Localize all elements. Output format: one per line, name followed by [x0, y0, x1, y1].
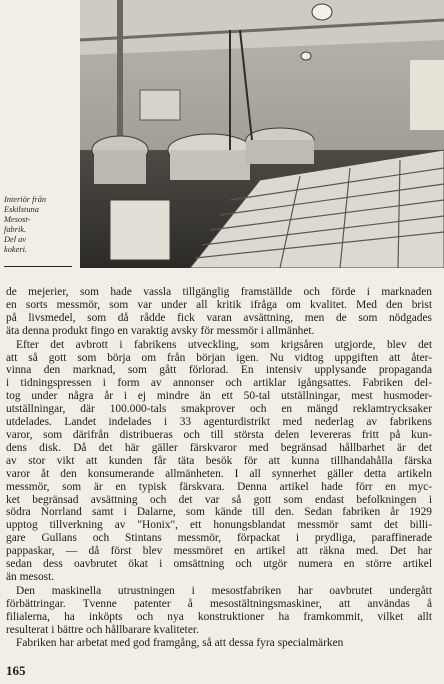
caption-line: Interiör från	[4, 195, 47, 204]
caption-line: Eskilstuna	[4, 205, 39, 214]
photo-illustration	[80, 0, 444, 268]
text-line: en sorts messmör, som var under all kritik ifråga om kvalitet. Med den brist	[6, 298, 432, 311]
caption-line: fabrik.	[4, 225, 27, 234]
text-line: vinna den marknad, som gått förlorad. En intensiv upplysande propaganda	[6, 364, 432, 377]
article-body	[6, 286, 432, 650]
text-line: varor åt den konsumerande allmänheten. I all synnerhet gäller detta artikeln	[6, 467, 432, 480]
paragraph-1	[6, 286, 432, 338]
paragraph-2	[6, 339, 432, 584]
text-line: i tidningspressen i form av annonser och artiklar igångsattes. Fabriken del-	[6, 377, 432, 390]
text-line: på livsmedel, som då rådde fick varan avsättning, men de som nödgades	[6, 311, 432, 324]
caption-line: kokeri.	[4, 245, 28, 254]
text-line: messmör, som är en typisk färskvara. Denna artikel hade förr en myc-	[6, 480, 432, 493]
text-line: tog under några år i ej mindre än ett 50-tal utställningar, mest husmoder-	[6, 390, 432, 403]
text-line: sedan dess oavbrutet ökat i omsättning och utgör numera en större artikel	[6, 558, 432, 571]
text-line: äta denna produkt fingo en varaktig avsky för messmör i allmänhet.	[6, 324, 315, 337]
text-line: av stor vikt att kunden får täta besök för att kunna tillhandahålla färska	[6, 454, 432, 467]
text-line: Den maskinella utrustningen i mesostfabriken har oavbrutet undergått	[16, 584, 432, 597]
photo-caption	[4, 195, 76, 255]
text-line: ket begränsad avsättning och det var så gott som endast befolkningen i	[6, 493, 432, 506]
caption-underline	[4, 266, 72, 267]
kitchen-interior-photo	[80, 0, 444, 268]
text-line: filialerna, ha inköpts och nya konstruktioner ha framkommit, vilket allt	[6, 610, 432, 623]
caption-line: Mesost-	[4, 215, 31, 224]
text-line: upptog tillverkning av "Honix", ett honungsblandat messmör samt det billi-	[6, 519, 432, 532]
text-line: dens disk. Då det här gäller färskvaror med begränsad hållbarhet är det	[6, 441, 432, 454]
text-line: gare Gullans och Stintans messmör, förpackat i prydliga, paraffinerade	[6, 532, 432, 545]
text-line: pappaskar, — då först blev messmöret en artikel att räkna med. Det har	[6, 545, 432, 558]
text-line: södra Norrland samt i Dalarne, som kände till den. Sedan fabriken år 1929	[6, 506, 432, 519]
text-line: varor, som därifrån distribueras och till största delen levereras fritt på kun-	[6, 428, 432, 441]
text-line: utdelades. Landet indelades i 33 agenturdistrikt med nederlag av fabrikens	[6, 416, 432, 429]
text-line: de mejerier, som hade vassla tillgänglig framställde och förde i marknaden	[6, 286, 432, 298]
text-line: utställningar, där 100.000-tals smakprover och en mängd reklamtrycksaker	[6, 403, 432, 416]
text-line: förbättringar. Tvenne patenter å mesostältningsmaskiner, att användas å	[6, 597, 432, 610]
caption-line: Del av	[4, 235, 27, 244]
text-line: än mesost.	[6, 570, 55, 583]
text-line: Fabriken har arbetat med god framgång, så att dessa fyra specialmärken	[16, 637, 344, 650]
page-number: 165	[6, 663, 26, 678]
text-line: Efter det avbrott i fabrikens utveckling, som krigsåren utgjorde, blev det	[16, 338, 432, 351]
paragraph-4	[6, 637, 432, 650]
text-line: att så gott som börja om från början igen. Nu vidtog uppgiften att åter-	[6, 351, 432, 364]
text-line: resulterat i bättre och hållbarare kvaliteter.	[6, 623, 199, 636]
paragraph-3	[6, 585, 432, 637]
